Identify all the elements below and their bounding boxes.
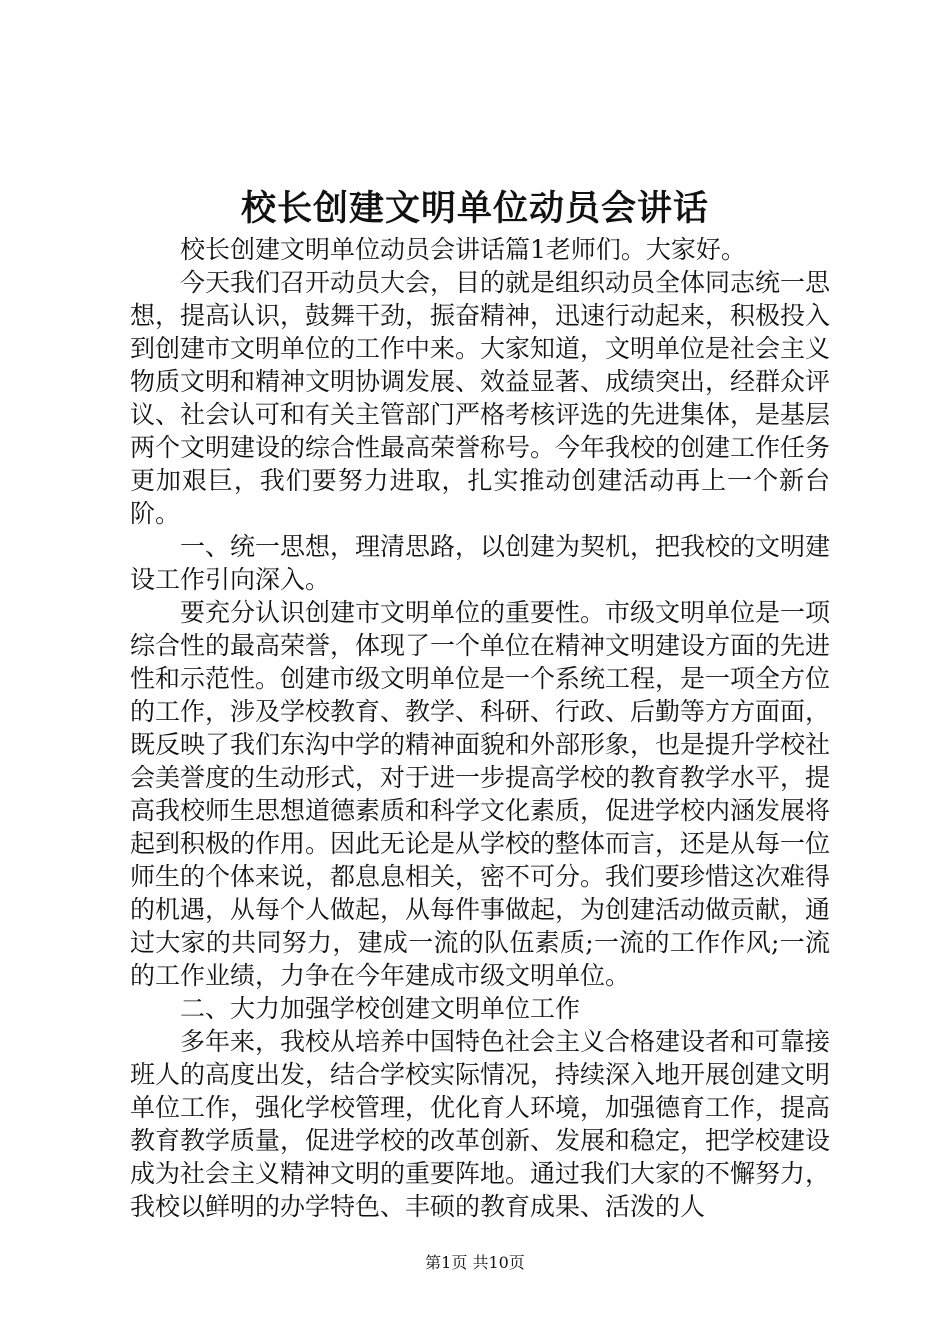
paragraph-importance: 要充分认识创建市文明单位的重要性。市级文明单位是一项综合性的最高荣誉，体现了一个单位在精神文明建设方面的先进性和示范性。创建市级文明单位是一个系统工程，是一项全方位的工作，涉及学校教育、教学、科研、行政、后勤等方方面面，既反映了我们东沟中学的精神面貌和外部形象，也是提升学校社会美誉度的生动形式，对于进一步提高学校的教育教学水平，提高我校师生思想道德素质和科学文化素质，促进学校内涵发展将起到积极的作用。因此无论是从学校的整体而言，还是从每一位师生的个体来说，都息息相关，密不可分。我们要珍惜这次难得的机遇，从每个人做起，从每件事做起，为创建活动做贡献，通过大家的共同努力，建成一流的队伍素质;一流的工作作风;一流的工作业绩，力争在今年建成市级文明单位。 xyxy=(130,598,831,990)
document-title: 校长创建文明单位动员会讲话 xyxy=(240,189,709,229)
section-heading-1: 一、统一思想，理清思路，以创建为契机，把我校的文明建设工作引向深入。 xyxy=(130,532,831,594)
paragraph-intro: 校长创建文明单位动员会讲话篇1老师们。大家好。 xyxy=(180,235,746,264)
section-heading-2: 二、大力加强学校创建文明单位工作 xyxy=(180,994,581,1023)
document-body xyxy=(130,233,830,1223)
paragraph-opening: 今天我们召开动员大会，目的就是组织动员全体同志统一思想，提高认识，鼓舞干劲，振奋精神，迅速行动起来，积极投入到创建市文明单位的工作中来。大家知道，文明单位是社会主义物质文明和精神文明协调发展、效益显著、成绩突出，经群众评议、社会认可和有关主管部门严格考核评选的先进集体，是基层两个文明建设的综合性最高荣誉称号。今年我校的创建工作任务更加艰巨，我们要努力进取，扎实推动创建活动再上一个新台阶。 xyxy=(130,268,831,528)
page-footer: 第1页 共10页 xyxy=(425,1253,525,1272)
paragraph-history: 多年来，我校从培养中国特色社会主义合格建设者和可靠接班人的高度出发，结合学校实际情况，持续深入地开展创建文明单位工作，强化学校管理，优化育人环境，加强德育工作，提高教育教学质量，促进学校的改革创新、发展和稳定，把学校建设成为社会主义精神文明的重要阵地。通过我们大家的不懈努力，我校以鲜明的办学特色、丰硕的教育成果、活泼的人 xyxy=(130,1027,831,1221)
